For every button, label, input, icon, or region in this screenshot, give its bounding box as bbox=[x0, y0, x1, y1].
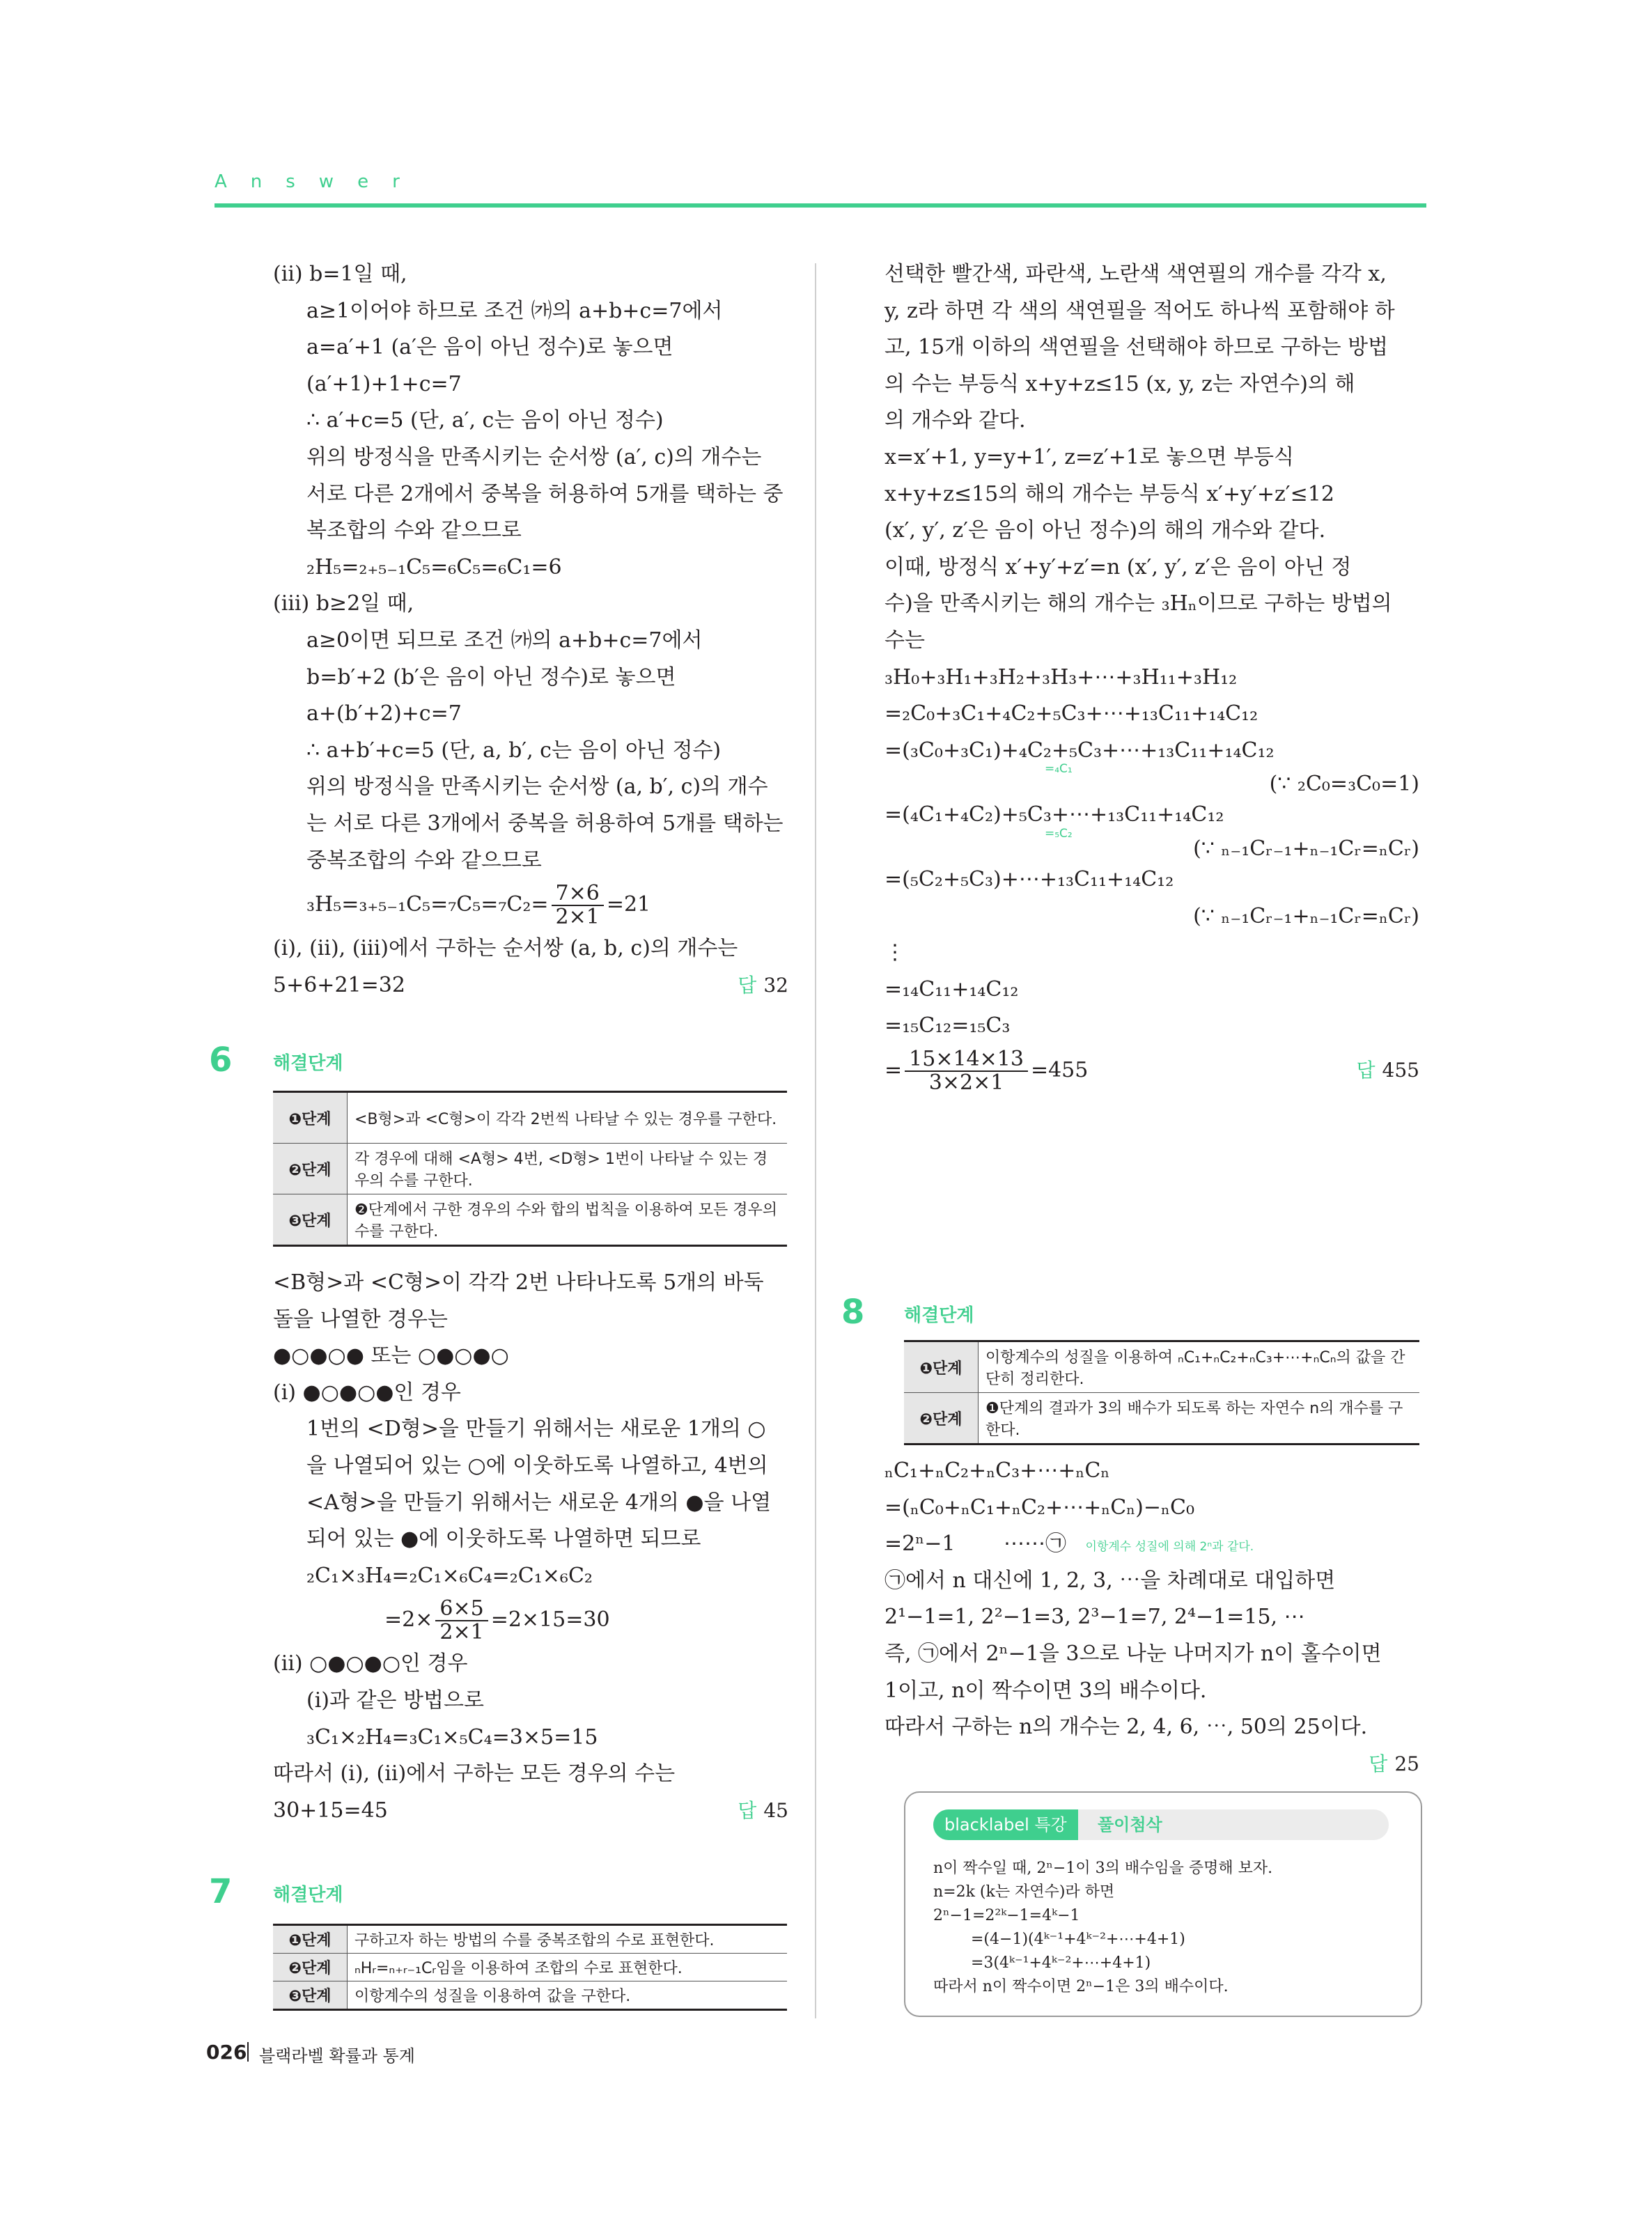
text-line: 이때, 방정식 x′+y′+z′=n (x′, y′, z′은 음이 아닌 정 bbox=[885, 554, 1352, 579]
step-label: ❶단계 bbox=[904, 1341, 979, 1393]
text-line: (ⅱ) ○●○●○인 경우 bbox=[273, 1651, 468, 1676]
text-line: 을 나열되어 있는 ○에 이웃하도록 나열하고, 4번의 bbox=[306, 1453, 768, 1478]
text-line: 따라서 (ⅰ), (ⅱ)에서 구하는 모든 경우의 수는 bbox=[273, 1761, 676, 1786]
text-line: ●○●○● 또는 ○●○●○ bbox=[273, 1344, 509, 1369]
vertical-dots: ⋮ bbox=[885, 940, 905, 965]
equation-note-line bbox=[885, 826, 1419, 862]
text-line: (x′, y′, z′은 음이 아닌 정수)의 해의 개수와 같다. bbox=[885, 518, 1326, 543]
equation-lhs: ₃H₅=₃₊₅₋₁C₅=₇C₅=₇C₂= bbox=[306, 892, 549, 917]
equation-rhs: =21 bbox=[606, 892, 651, 917]
equation-line: =₁₅C₁₂=₁₅C₃ bbox=[885, 1013, 1011, 1038]
tip-line: 따라서 n이 짝수이면 2ⁿ−1은 3의 배수이다. bbox=[933, 1978, 1229, 1995]
tip-line: =(4−1)(4ᵏ⁻¹+4ᵏ⁻²+⋯+4+1) bbox=[971, 1931, 1185, 1948]
equation-text: =2ⁿ−1 bbox=[885, 1532, 956, 1557]
step-label: ❸단계 bbox=[273, 1194, 348, 1246]
equation-line: ₙC₁+ₙC₂+ₙC₃+⋯+ₙCₙ bbox=[885, 1458, 1110, 1483]
step-text: <B형>과 <C형>이 각각 2번씩 나타날 수 있는 경우를 구한다. bbox=[348, 1092, 788, 1144]
step-row bbox=[273, 1194, 787, 1246]
text-line: 위의 방정식을 만족시키는 순서쌍 (a, b′, c)의 개수 bbox=[306, 774, 768, 800]
problem-number: 7 bbox=[209, 1872, 233, 1911]
answer-value: 45 bbox=[763, 1798, 788, 1822]
step-row bbox=[273, 1092, 787, 1144]
problem-subtitle: 해결단계 bbox=[273, 1885, 343, 1906]
step-label: ❸단계 bbox=[273, 1981, 348, 2010]
text-line: (a′+1)+1+c=7 bbox=[306, 371, 462, 396]
text-line: a≥1이어야 하므로 조건 ㈎의 a+b+c=7에서 bbox=[306, 298, 723, 323]
equation-rhs: =455 bbox=[1030, 1057, 1089, 1082]
text-line: (ⅰ), (ⅱ), (ⅲ)에서 구하는 순서쌍 (a, b, c)의 개수는 bbox=[273, 936, 738, 961]
equation-line bbox=[885, 1526, 1419, 1563]
step-text: ❷단계에서 구한 경우의 수와 합의 법칙을 이용하여 모든 경우의 수를 구한다. bbox=[348, 1194, 788, 1246]
side-note: =₄C₁ bbox=[1045, 762, 1073, 777]
problem-number: 6 bbox=[209, 1041, 233, 1080]
book-title: 블랙라벨 확률과 통계 bbox=[259, 2046, 415, 2066]
step-text: 각 경우에 대해 <A형> 4번, <D형> 1번이 나타날 수 있는 경우의 수를 구한다. bbox=[348, 1144, 788, 1194]
step-text: 이항계수의 성질을 이용하여 값을 구한다. bbox=[348, 1981, 788, 2010]
fraction-line bbox=[273, 1594, 788, 1646]
text-line: 고, 15개 이하의 색연필을 선택해야 하므로 구하는 방법 bbox=[885, 335, 1389, 360]
text-line: (ⅰ)과 같은 방법으로 bbox=[306, 1688, 484, 1713]
text-line: 의 개수와 같다. bbox=[885, 408, 1026, 433]
text-line: (ⅲ) b≥2일 때, bbox=[273, 591, 414, 616]
text-line: a+(b′+2)+c=7 bbox=[306, 701, 462, 726]
reason-text: (∵ ₙ₋₁Cᵣ₋₁+ₙ₋₁Cᵣ=ₙCᵣ) bbox=[1193, 903, 1419, 928]
text-line: 따라서 구하는 n의 개수는 2, 4, 6, ⋯, 50의 25이다. bbox=[885, 1715, 1368, 1740]
fraction-denominator: 3×2×1 bbox=[928, 1070, 1004, 1095]
problem-number: 8 bbox=[841, 1293, 865, 1332]
answer-badge bbox=[1369, 1746, 1419, 1783]
text-line: ₃C₁×₂H₄=₃C₁×₅C₄=3×5=15 bbox=[306, 1724, 598, 1750]
tip-subtitle: 풀이첨삭 bbox=[1098, 1815, 1162, 1835]
solution-steps-table bbox=[904, 1340, 1419, 1445]
text-line: 돌을 나열한 경우는 bbox=[273, 1307, 448, 1332]
text-line: 는 서로 다른 3개에서 중복을 허용하여 5개를 택하는 bbox=[306, 811, 784, 836]
answer-badge bbox=[1356, 1045, 1419, 1096]
text-line: ∴ a′+c=5 (단, a′, c는 음이 아닌 정수) bbox=[306, 408, 664, 433]
header-label: Answer bbox=[215, 171, 423, 192]
text-line: 중복조합의 수와 같으므로 bbox=[306, 848, 542, 873]
problem6-body bbox=[273, 1265, 788, 1829]
tip-badge: blacklabel 특강 bbox=[933, 1809, 1078, 1840]
answer-value: 32 bbox=[763, 973, 788, 997]
step-text: 구하고자 하는 방법의 수를 중복조합의 수로 표현한다. bbox=[348, 1925, 788, 1954]
equation-lhs: = bbox=[885, 1057, 903, 1082]
text-line: a=a′+1 (a′은 음이 아닌 정수)로 놓으면 bbox=[306, 335, 673, 360]
page-number: 026 bbox=[206, 2041, 247, 2064]
text-line: ㉠에서 n 대신에 1, 2, 3, ⋯을 차례대로 대입하면 bbox=[885, 1568, 1336, 1593]
text-line: y, z라 하면 각 색의 색연필을 적어도 하나씩 포함해야 하 bbox=[885, 298, 1395, 323]
step-text: ₙHᵣ=ₙ₊ᵣ₋₁Cᵣ임을 이용하여 조합의 수로 표현한다. bbox=[348, 1954, 788, 1981]
step-label: ❶단계 bbox=[273, 1925, 348, 1954]
fraction-numerator: 15×14×13 bbox=[905, 1048, 1028, 1072]
equation-line: =(₅C₂+₅C₃)+⋯+₁₃C₁₁+₁₄C₁₂ bbox=[885, 866, 1174, 891]
tip-body bbox=[933, 1857, 1407, 1999]
text-line: 되어 있는 ●에 이웃하도록 나열하면 되므로 bbox=[306, 1527, 701, 1552]
fraction-line bbox=[273, 879, 788, 930]
column-divider bbox=[815, 263, 816, 2018]
reason-text: (∵ ₙ₋₁Cᵣ₋₁+ₙ₋₁Cᵣ=ₙCᵣ) bbox=[1193, 836, 1419, 861]
text-line: 서로 다른 2개에서 중복을 허용하여 5개를 택하는 중 bbox=[306, 481, 784, 506]
text-line: 수)을 만족시키는 해의 개수는 ₃Hₙ이므로 구하는 방법의 bbox=[885, 591, 1392, 616]
step-text: 이항계수의 성질을 이용하여 ₙC₁+ₙC₂+ₙC₃+⋯+ₙCₙ의 값을 간단히 정리한다. bbox=[979, 1341, 1420, 1393]
text-line: 복조합의 수와 같으므로 bbox=[306, 518, 522, 543]
tip-line: =3(4ᵏ⁻¹+4ᵏ⁻²+⋯+4+1) bbox=[971, 1954, 1151, 1972]
answer-label: 답 bbox=[738, 1798, 757, 1822]
text-line: ₂C₁×₃H₄=₂C₁×₆C₄=₂C₁×₆C₂ bbox=[306, 1563, 593, 1588]
side-note: =₅C₂ bbox=[1045, 826, 1073, 841]
problem-subtitle: 해결단계 bbox=[904, 1305, 974, 1326]
fraction-denominator: 2×1 bbox=[439, 1620, 484, 1645]
equation-line: =(₄C₁+₄C₂)+₅C₃+⋯+₁₃C₁₁+₁₄C₁₂ bbox=[885, 802, 1224, 827]
text-line: x=x′+1, y=y+1′, z=z′+1로 놓으면 부등식 bbox=[885, 444, 1294, 469]
fraction bbox=[905, 1048, 1028, 1094]
problem-subtitle: 해결단계 bbox=[273, 1053, 343, 1074]
text-line: ∴ a+b′+c=5 (단, a, b′, c는 음이 아닌 정수) bbox=[306, 738, 722, 763]
equation-line: =₂C₀+₃C₁+₄C₂+₅C₃+⋯+₁₃C₁₁+₁₄C₁₂ bbox=[885, 701, 1259, 726]
step-row bbox=[904, 1393, 1419, 1444]
equation-rhs: =2×15=30 bbox=[490, 1607, 610, 1633]
equation-note-line bbox=[885, 762, 1419, 797]
text-line: (ⅱ) b=1일 때, bbox=[273, 262, 407, 286]
fraction-line bbox=[885, 1045, 1419, 1096]
answer-value: 25 bbox=[1394, 1752, 1419, 1775]
tip-header bbox=[933, 1809, 1389, 1840]
text-line: <B형>과 <C형>이 각각 2번 나타나도록 5개의 바둑 bbox=[273, 1270, 764, 1295]
step-label: ❷단계 bbox=[273, 1144, 348, 1194]
equation-line: =(ₙC₀+ₙC₁+ₙC₂+⋯+ₙCₙ)−ₙC₀ bbox=[885, 1495, 1194, 1520]
reason-text: (∵ ₂C₀=₃C₀=1) bbox=[1269, 772, 1419, 797]
equation-marker: ⋯⋯㉠ bbox=[1003, 1532, 1066, 1557]
text-line: 5+6+21=32 bbox=[273, 972, 405, 997]
equation-line: =(₃C₀+₃C₁)+₄C₂+₅C₃+⋯+₁₃C₁₁+₁₄C₁₂ bbox=[885, 738, 1275, 763]
header-rule bbox=[215, 203, 1426, 208]
fraction bbox=[435, 1598, 488, 1644]
fraction bbox=[552, 882, 604, 928]
side-note: 이항계수 성질에 의해 2ⁿ과 같다. bbox=[1085, 1540, 1254, 1555]
solution-steps-table bbox=[273, 1924, 787, 2011]
right-column bbox=[885, 256, 1419, 1096]
text-line: (ⅰ) ●○●○●인 경우 bbox=[273, 1380, 461, 1405]
step-label: ❷단계 bbox=[273, 1954, 348, 1981]
answer-line bbox=[273, 1793, 788, 1830]
step-row bbox=[273, 1144, 787, 1194]
text-line: <A형>을 만들기 위해서는 새로운 4개의 ●을 나열 bbox=[306, 1490, 772, 1515]
fraction-numerator: 7×6 bbox=[552, 882, 604, 906]
text-line: 1번의 <D형>을 만들기 위해서는 새로운 1개의 ○ bbox=[306, 1417, 766, 1442]
answer-value: 455 bbox=[1382, 1058, 1419, 1082]
text-line: 2¹−1=1, 2²−1=3, 2³−1=7, 2⁴−1=15, ⋯ bbox=[885, 1605, 1305, 1630]
answer-line bbox=[885, 1746, 1419, 1783]
step-row bbox=[273, 1925, 787, 1954]
answer-label: 답 bbox=[1356, 1058, 1376, 1082]
text-line: a≥0이면 되므로 조건 ㈎의 a+b+c=7에서 bbox=[306, 628, 703, 653]
answer-badge bbox=[738, 1793, 788, 1830]
tip-box bbox=[904, 1791, 1422, 2017]
answer-label: 답 bbox=[1369, 1752, 1388, 1775]
answer-line bbox=[273, 967, 788, 1004]
step-text: ❶단계의 결과가 3의 배수가 되도록 하는 자연수 n의 개수를 구한다. bbox=[979, 1393, 1420, 1444]
left-column bbox=[273, 256, 788, 1004]
text-line: 즉, ㉠에서 2ⁿ−1을 3으로 나눈 나머지가 n이 홀수이면 bbox=[885, 1641, 1382, 1666]
step-row bbox=[273, 1981, 787, 2010]
text-line: 수는 bbox=[885, 628, 925, 653]
answer-badge bbox=[738, 967, 788, 1004]
fraction-denominator: 2×1 bbox=[555, 905, 600, 930]
text-line: 선택한 빨간색, 파란색, 노란색 색연필의 개수를 각각 x, bbox=[885, 262, 1387, 286]
text-line: 30+15=45 bbox=[273, 1798, 388, 1823]
footer-divider bbox=[247, 2042, 249, 2062]
problem8-body bbox=[885, 1453, 1419, 1782]
text-line: 위의 방정식을 만족시키는 순서쌍 (a′, c)의 개수는 bbox=[306, 444, 762, 469]
tip-line: n=2k (k는 자연수)라 하면 bbox=[933, 1883, 1115, 1901]
fraction-numerator: 6×5 bbox=[435, 1598, 488, 1621]
step-row bbox=[904, 1341, 1419, 1393]
equation-line: ₃H₀+₃H₁+₃H₂+₃H₃+⋯+₃H₁₁+₃H₁₂ bbox=[885, 664, 1238, 690]
tip-line: n이 짝수일 때, 2ⁿ−1이 3의 배수임을 증명해 보자. bbox=[933, 1860, 1273, 1877]
text-line: 1이고, n이 짝수이면 3의 배수이다. bbox=[885, 1678, 1207, 1703]
text-line: ₂H₅=₂₊₅₋₁C₅=₆C₅=₆C₁=6 bbox=[306, 554, 562, 579]
tip-line: 2ⁿ−1=2²ᵏ−1=4ᵏ−1 bbox=[933, 1907, 1080, 1924]
step-row bbox=[273, 1954, 787, 1981]
equation-lhs: =2× bbox=[384, 1607, 433, 1633]
text-line: 의 수는 부등식 x+y+z≤15 (x, y, z는 자연수)의 해 bbox=[885, 371, 1355, 396]
solution-steps-table bbox=[273, 1091, 787, 1247]
step-label: ❶단계 bbox=[273, 1092, 348, 1144]
step-label: ❷단계 bbox=[904, 1393, 979, 1444]
answer-label: 답 bbox=[738, 973, 757, 997]
equation-line: =₁₄C₁₁+₁₄C₁₂ bbox=[885, 976, 1019, 1002]
text-line: x+y+z≤15의 해의 개수는 부등식 x′+y′+z′≤12 bbox=[885, 481, 1334, 506]
text-line: b=b′+2 (b′은 음이 아닌 정수)로 놓으면 bbox=[306, 664, 676, 690]
